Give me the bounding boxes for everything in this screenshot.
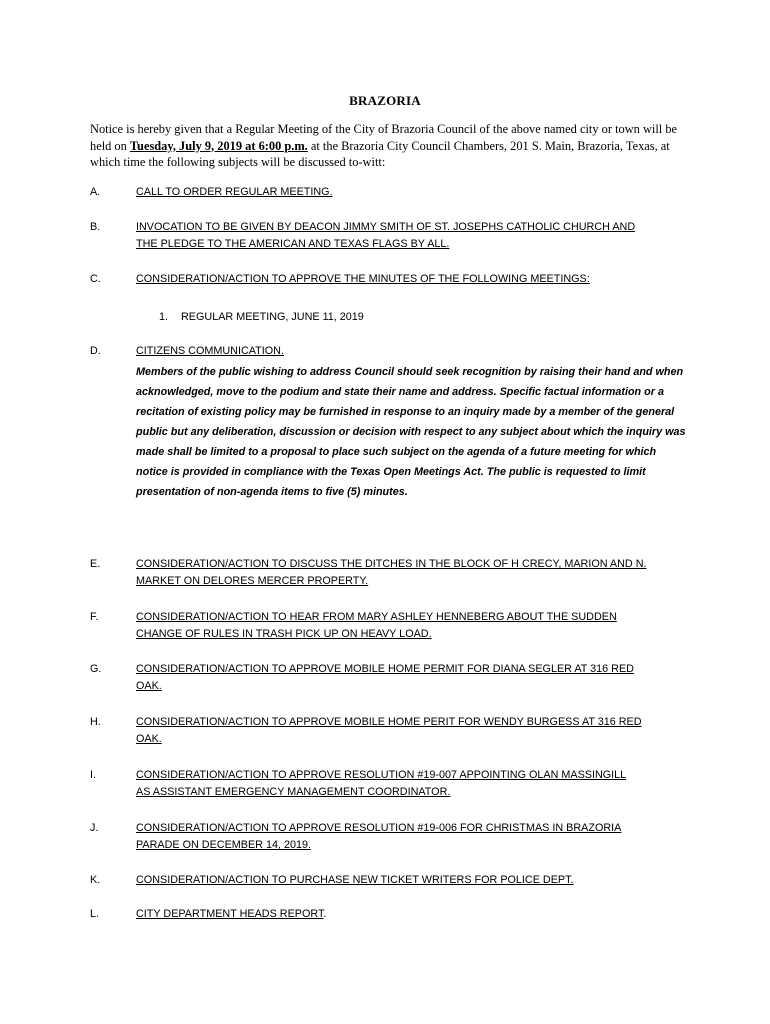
item-letter: B. <box>90 221 101 233</box>
item-letter: I. <box>90 769 96 781</box>
item-letter: J. <box>90 822 99 834</box>
meeting-notice <box>90 121 690 171</box>
item-text: PARADE ON DECEMBER 14, 2019. <box>136 839 312 851</box>
item-text: CONSIDERATION/ACTION TO APPROVE RESOLUTION #19-007 APPOINTING OLAN MASSINGILL <box>136 769 627 781</box>
item-text: CONSIDERATION/ACTION TO APPROVE THE MINUTES OF THE FOLLOWING MEETINGS: <box>136 273 590 285</box>
item-text: THE PLEDGE TO THE AMERICAN AND TEXAS FLAGS BY ALL. <box>136 238 450 250</box>
item-text: CONSIDERATION/ACTION TO APPROVE MOBILE HOME PERIT FOR WENDY BURGESS AT 316 RED <box>136 716 642 728</box>
item-letter: E. <box>90 558 101 570</box>
item-letter: A. <box>90 186 101 198</box>
item-text: CONSIDERATION/ACTION TO APPROVE MOBILE HOME PERMIT FOR DIANA SEGLER AT 316 RED <box>136 663 634 675</box>
item-text: AS ASSISTANT EMERGENCY MANAGEMENT COORDINATOR. <box>136 786 451 798</box>
item-text: CONSIDERATION/ACTION TO PURCHASE NEW TICKET WRITERS FOR POLICE DEPT. <box>136 874 574 886</box>
item-text: OAK. <box>136 680 162 692</box>
item-text: MARKET ON DELORES MERCER PROPERTY. <box>136 575 369 587</box>
citizens-communication-note: Members of the public wishing to address Council should seek recognition by raising their hand and when acknowledged, move to the podium and state their name and address. Specific factual information or a recitation of existing policy may be furnished in response to an inquiry made by a member of the general public but any deliberation, discussion or decision with respect to any subject about which the inquiry was made shall be limited to a proposal to place such subject on the agenda of a future meeting for which notice is provided in compliance with the Texas Open Meetings Act. The public is requested to limit presentation of non-agenda items to five (5) minutes. <box>136 366 686 498</box>
item-letter: L. <box>90 908 100 920</box>
item-letter: H. <box>90 716 101 728</box>
subitem-number: 1. <box>159 311 169 323</box>
item-text: CONSIDERATION/ACTION TO HEAR FROM MARY ASHLEY HENNEBERG ABOUT THE SUDDEN <box>136 611 617 623</box>
item-text: INVOCATION TO BE GIVEN BY DEACON JIMMY SMITH OF ST. JOSEPHS CATHOLIC CHURCH AND <box>136 221 636 233</box>
item-letter: G. <box>90 663 102 675</box>
item-text: CHANGE OF RULES IN TRASH PICK UP ON HEAVY LOAD. <box>136 628 432 640</box>
subitem-text: REGULAR MEETING, JUNE 11, 2019 <box>181 311 364 323</box>
meeting-date: Tuesday, July 9, 2019 at 6:00 p.m. <box>129 138 308 153</box>
item-letter: F. <box>90 611 99 623</box>
page-title: BRAZORIA <box>349 93 421 108</box>
notice-location: at the Brazoria City Council Chambers, 201 S. Main, Brazoria, Texas, at which time the following subjects will be discussed to-witt: <box>90 138 670 169</box>
notice-intro: Notice is hereby given that a Regular Meeting of the City of Brazoria Council of the above named city or town will be held on <box>90 122 678 153</box>
item-text-suffix: . <box>323 908 327 920</box>
item-text: CALL TO ORDER REGULAR MEETING. <box>136 186 333 198</box>
item-letter: K. <box>90 874 101 886</box>
item-text: CONSIDERATION/ACTION TO APPROVE RESOLUTION #19-006 FOR CHRISTMAS IN BRAZORIA <box>136 822 622 834</box>
item-letter: C. <box>90 273 101 285</box>
item-text: CONSIDERATION/ACTION TO DISCUSS THE DITCHES IN THE BLOCK OF H CRECY, MARION AND N. <box>136 558 647 570</box>
item-letter: D. <box>90 345 101 357</box>
item-text: OAK. <box>136 733 162 745</box>
agenda-subitem-c1 <box>159 309 364 326</box>
item-text: CITIZENS COMMUNICATION. <box>136 345 284 357</box>
item-text: CITY DEPARTMENT HEADS REPORT <box>136 908 324 920</box>
